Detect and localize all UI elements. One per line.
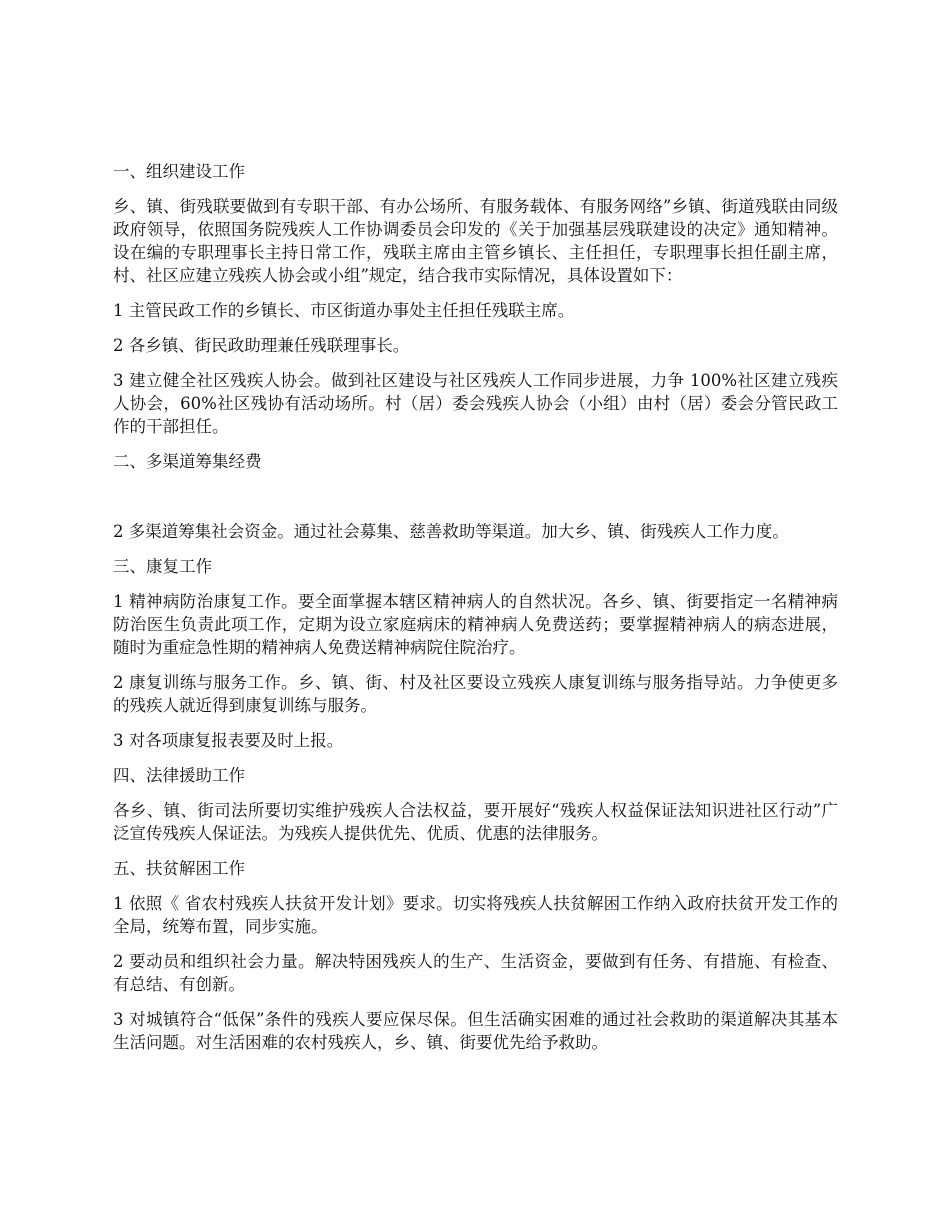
section-heading: 二、多渠道筹集经费 [113,452,262,471]
paragraph: 1 精神病防治康复工作。要全面掌握本辖区精神病人的自然状况。各乡、镇、街要指定一名精神病防治医生负责此项工作，定期为设立家庭病床的精神病人免费送药；要掌握精神病人的病态进展，随时为重症急性期的精神病人免费送精神病院住院治疗。 [113,592,838,657]
paragraph: 2 康复训练与服务工作。乡、镇、街、村及社区要设立残疾人康复训练与服务指导站。力争使更多的残疾人就近得到康复训练与服务。 [113,673,838,715]
section-heading: 一、组织建设工作 [113,162,245,181]
paragraph: 2 多渠道筹集社会资金。通过社会募集、慈善救助等渠道。加大乡、镇、街残疾人工作力度。 [113,522,789,541]
paragraph: 1 依照《 省农村残疾人扶贫开发计划》要求。切实将残疾人扶贫解困工作纳入政府扶贫开发工作的全局，统筹布置，同步实施。 [113,894,838,936]
paragraph: 2 各乡镇、街民政助理兼任残联理事长。 [113,336,410,355]
section-heading: 三、康复工作 [113,557,212,576]
paragraph: 1 主管民政工作的乡镇长、市区街道办事处主任担任残联主席。 [113,301,575,320]
paragraph: 3 建立健全社区残疾人协会。做到社区建设与社区残疾人工作同步进展，力争 100%社区建立残疾人协会，60%社区残协有活动场所。村（居）委会残疾人协会（小组）由村（居）委会分管民政工作的干部担任。 [113,371,838,436]
paragraph: 乡、镇、街残联要做到有专职干部、有办公场所、有服务载体、有服务网络”乡镇、街道残联由同级政府领导，依照国务院残疾人工作协调委员会印发的《关于加强基层残联建设的决定》通知精神。设在编的专职理事长主持日常工作，残联主席由主管乡镇长、主任担任，专职理事长担任副主席，村、社区应建立残疾人协会或小组”规定，结合我市实际情况，具体设置如下： [113,197,838,285]
section-heading: 四、法律援助工作 [113,766,245,785]
paragraph: 2 要动员和组织社会力量。解决特困残疾人的生产、生活资金，要做到有任务、有措施、有检查、有总结、有创新。 [113,952,838,994]
paragraph: 各乡、镇、街司法所要切实维护残疾人合法权益，要开展好“残疾人权益保证法知识进社区行动”广泛宣传残疾人保证法。为残疾人提供优先、优质、优惠的法律服务。 [113,801,838,843]
paragraph: 3 对城镇符合“低保”条件的残疾人要应保尽保。但生活确实困难的通过社会救助的渠道解决其基本生活问题。对生活困难的农村残疾人，乡、镇、街要优先给予救助。 [113,1010,838,1052]
document-body [113,160,838,1066]
blank-space [113,485,838,520]
section-heading: 五、扶贫解困工作 [113,859,245,878]
paragraph: 3 对各项康复报表要及时上报。 [113,731,344,750]
